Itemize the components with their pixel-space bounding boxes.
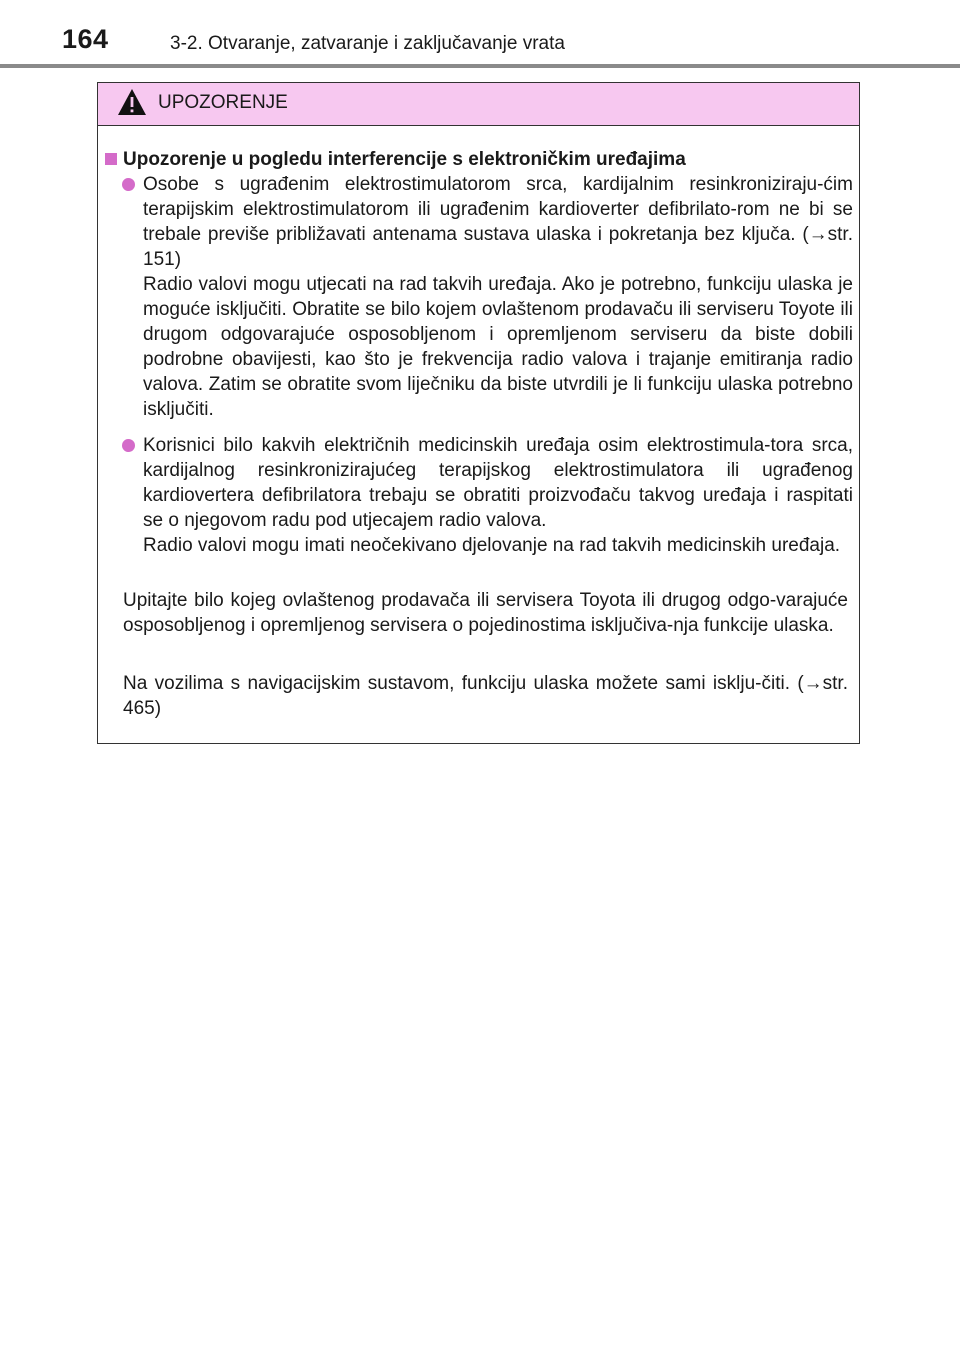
paragraph: Upitajte bilo kojeg ovlaštenog prodavača ili servisera Toyota ili drugog odgo-varajuće osposobljenog i opremljenog servisera o pojedinostima isključiva-nja funkcije ulaska. [123, 590, 848, 636]
bullet-item [143, 433, 853, 558]
section-title: 3-2. Otvaranje, zatvaranje i zaključavanje vrata [170, 33, 565, 54]
warning-subheading-text: Upozorenje u pogledu interferencije s elektroničkim uređajima [123, 149, 686, 170]
bullet-item [143, 172, 853, 422]
paragraph: Na vozilima s navigacijskim sustavom, funkciju ulaska možete sami isklju-čiti. (→str. 465) [123, 673, 848, 719]
page-number: 164 [62, 24, 109, 54]
warning-subheading [105, 147, 686, 172]
circle-bullet-icon [122, 178, 135, 191]
bullet-text-continued: Radio valovi mogu imati neočekivano djelovanje na rad takvih medicinskih uređaja. [143, 535, 841, 556]
warning-header [98, 83, 859, 126]
circle-bullet-icon [122, 439, 135, 452]
bullet-text: Osobe s ugrađenim elektrostimulatorom srca, kardijalnim resinkroniziraju-ćim terapijskim elektrostimulatorom ili ugrađenim kardioverter defibrilato-rom ne bi se trebale previše približavati antenama sustava ulaska i pokretanja bez ključa. (→str. 151) [143, 174, 853, 270]
square-bullet-icon [105, 153, 117, 165]
page-header [0, 0, 960, 68]
warning-title: UPOZORENJE [158, 92, 288, 113]
header-divider [0, 64, 960, 68]
warning-triangle-icon [117, 88, 147, 116]
warning-box [97, 82, 860, 744]
bullet-text-continued: Radio valovi mogu utjecati na rad takvih uređaja. Ako je potrebno, funkciju ulaska je moguće isključiti. Obratite se bilo kojem ovlaštenom prodavaču ili serviseru Toyote ili drugom odgovarajuće osposobljenom i opremljenom serviseru da biste dobili podrobne obavijesti, kao što je frekvencija radio valova i trajanje emitiranja radio valova. Zatim se obratite svom liječniku da biste utvrdili je li funkciju ulaska potrebno isključiti. [143, 274, 853, 420]
bullet-text: Korisnici bilo kakvih električnih medicinskih uređaja osim elektrostimula-tora srca, kardijalnog resinkronizirajućeg terapijskog elektrostimulatora ili ugrađenog kardiovertera defibrilatora trebaju se obratiti proizvođaču takvog uređaja i raspitati se o njegovom radu pod utjecajem radio valova. [143, 435, 853, 531]
